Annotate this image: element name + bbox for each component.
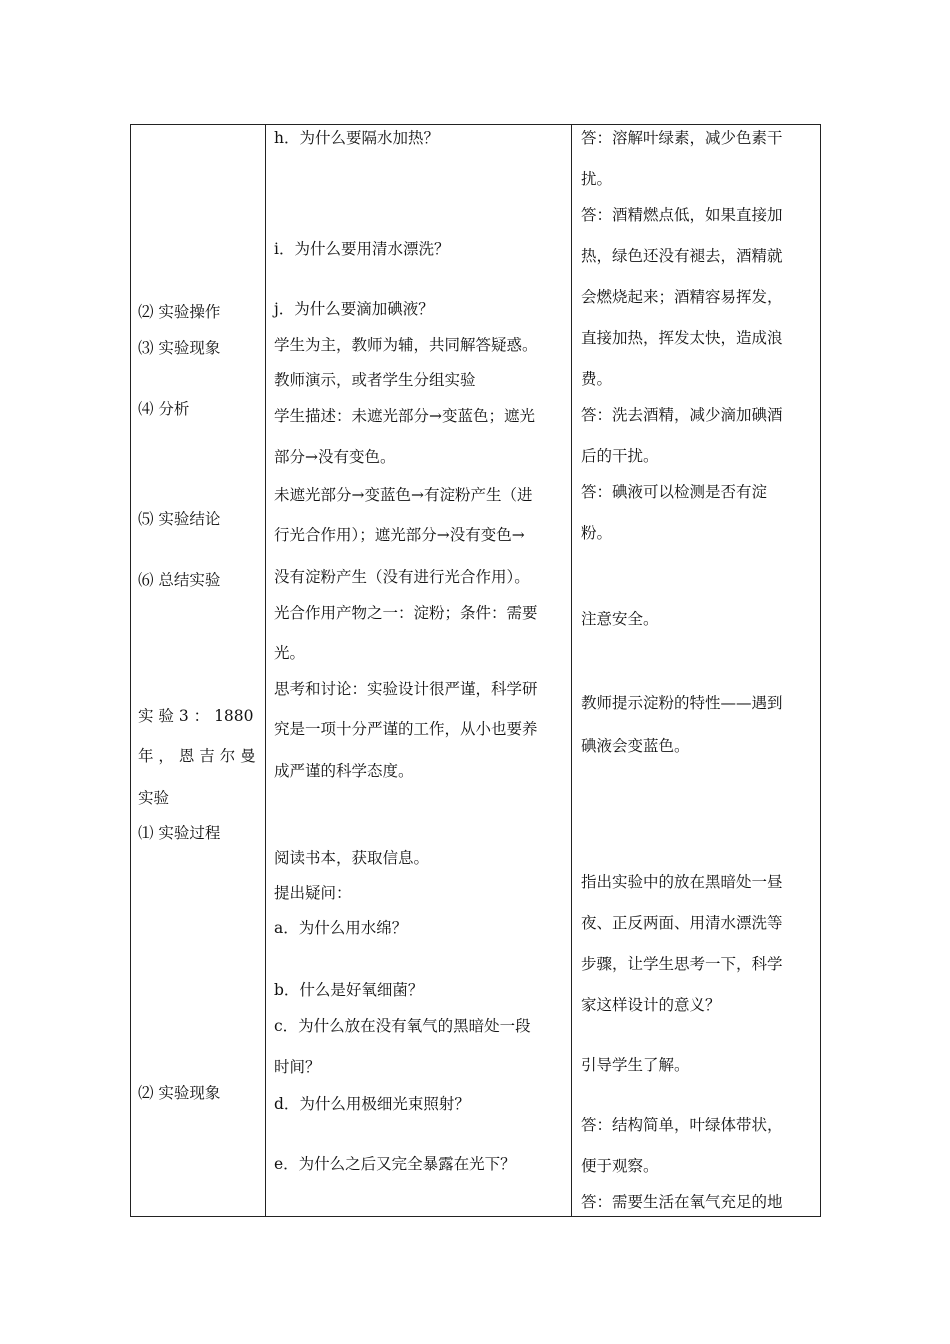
answer-line: 注意安全。 [581, 610, 659, 628]
answer-line: 答：溶解叶绿素，减少色素干 [581, 129, 783, 147]
question-e: e．为什么之后又完全暴露在光下？ [274, 1155, 516, 1173]
answer-line: 家这样设计的意义？ [581, 996, 721, 1014]
answer-line: 答：酒精燃点低，如果直接加 [581, 206, 783, 224]
answer-line: 会燃烧起来；酒精容易挥发， [581, 288, 783, 306]
step-analysis: ⑷ 分析 [138, 400, 190, 418]
answer-line: 扰。 [581, 170, 613, 188]
text-line: 光合作用产物之一：淀粉；条件：需要 [274, 604, 538, 622]
answer-line: 答：需要生活在氧气充足的地 [581, 1193, 783, 1211]
step-phenomenon: ⑶ 实验现象 [138, 339, 221, 357]
question-c-cont: 时间？ [274, 1058, 321, 1076]
text-line: 教师演示，或者学生分组实验 [274, 371, 476, 389]
experiment-3-title-line1: 实 验 3 ： 1880 [138, 707, 254, 725]
answer-line: 步骤，让学生思考一下，科学 [581, 955, 783, 973]
answer-line: 费。 [581, 370, 613, 388]
text-line: 提出疑问： [274, 884, 352, 902]
question-d: d．为什么用极细光束照射？ [274, 1095, 470, 1113]
text-line: 究是一项十分严谨的工作，从小也要养 [274, 720, 538, 738]
answer-line: 粉。 [581, 524, 613, 542]
question-j: j．为什么要滴加碘液？ [274, 300, 434, 318]
text-line: 学生为主，教师为辅，共同解答疑惑。 [274, 336, 538, 354]
answer-line: 引导学生了解。 [581, 1056, 690, 1074]
text-line: 学生描述：未遮光部分→变蓝色；遮光 [274, 407, 535, 425]
question-a: a．为什么用水绵？ [274, 919, 408, 937]
text-line: 未遮光部分→变蓝色→有淀粉产生（进 [274, 486, 533, 504]
question-b: b．什么是好氧细菌？ [274, 981, 424, 999]
text-line: 部分→没有变色。 [274, 448, 396, 466]
step-phenomenon-2: ⑵ 实验现象 [138, 1084, 221, 1102]
step-summary: ⑹ 总结实验 [138, 571, 221, 589]
answer-line: 夜、正反两面、用清水漂洗等 [581, 914, 783, 932]
column-divider [571, 125, 572, 1216]
answer-line: 热，绿色还没有褪去，酒精就 [581, 247, 783, 265]
step-process: ⑴ 实验过程 [138, 824, 221, 842]
experiment-3-title-line2: 年 ， 恩 吉 尔 曼 [138, 747, 256, 765]
text-line: 光。 [274, 644, 306, 662]
step-operation: ⑵ 实验操作 [138, 303, 221, 321]
text-line: 阅读书本，获取信息。 [274, 849, 430, 867]
column-divider [265, 125, 266, 1216]
text-line: 成严谨的科学态度。 [274, 762, 414, 780]
text-line: 没有淀粉产生（没有进行光合作用）。 [274, 568, 530, 586]
answer-line: 答：碘液可以检测是否有淀 [581, 483, 768, 501]
question-c: c．为什么放在没有氧气的黑暗处一段 [274, 1017, 531, 1035]
answer-line: 便于观察。 [581, 1157, 659, 1175]
question-h: h．为什么要隔水加热？ [274, 129, 439, 147]
text-line: 思考和讨论：实验设计很严谨，科学研 [274, 680, 538, 698]
question-i: i．为什么要用清水漂洗？ [274, 240, 450, 258]
answer-line: 答：结构简单，叶绿体带状， [581, 1116, 783, 1134]
answer-line: 答：洗去酒精，减少滴加碘酒 [581, 406, 783, 424]
step-conclusion: ⑸ 实验结论 [138, 510, 221, 528]
answer-line: 教师提示淀粉的特性——遇到 [581, 694, 783, 712]
text-line: 行光合作用）；遮光部分→没有变色→ [274, 526, 525, 544]
answer-line: 直接加热，挥发太快，造成浪 [581, 329, 783, 347]
experiment-3-title-line3: 实验 [138, 789, 170, 807]
answer-line: 后的干扰。 [581, 447, 659, 465]
answer-line: 指出实验中的放在黑暗处一昼 [581, 873, 783, 891]
answer-line: 碘液会变蓝色。 [581, 737, 690, 755]
